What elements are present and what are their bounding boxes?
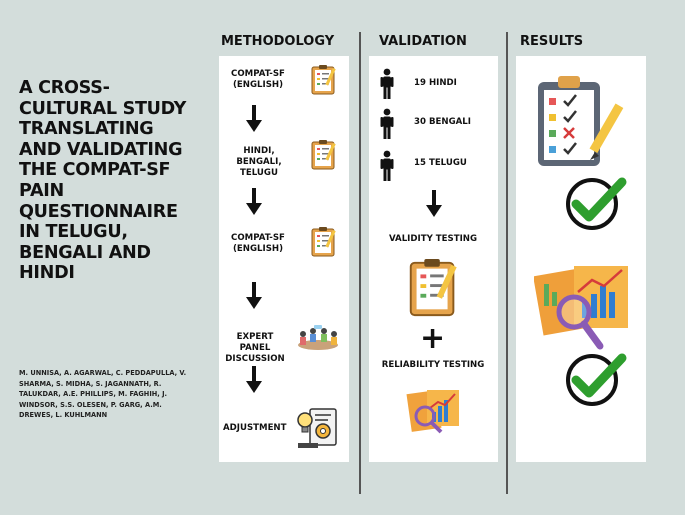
reliability-testing-label: RELIABILITY TESTING [381,360,485,370]
step-compat-english: COMPAT-SF (ENGLISH) [231,69,285,90]
down-arrow-icon [246,366,262,394]
validity-testing-label: VALIDITY TESTING [388,234,478,244]
column-divider [506,32,508,494]
checklist-clipboard-icon [404,257,464,319]
checklist-clipboard-icon [532,74,632,178]
expert-meeting-icon [295,325,341,355]
person-icon [380,68,395,100]
down-arrow-icon [246,188,262,216]
person-icon [380,150,395,182]
clipboard-icon [311,226,337,258]
down-arrow-icon [246,282,262,310]
green-check-icon [562,174,630,230]
data-analysis-icon [405,388,465,436]
column-divider [359,32,361,494]
adjustment-gear-icon [296,405,338,451]
hindi-participants: 19 HINDI [414,78,457,88]
results-heading: RESULTS [520,34,584,49]
validation-heading: VALIDATION [379,34,467,49]
poster-title: A CROSS-CULTURAL STUDY TRANSLATING AND VALIDATING THE COMPAT-SF PAIN QUESTIONNAIRE IN TELUGU, BENGALI AND HINDI [19,78,187,284]
clipboard-icon [311,139,337,171]
down-arrow-icon [426,190,442,218]
methodology-heading: METHODOLOGY [221,34,335,49]
plus-sign: + [420,321,446,356]
telugu-participants: 15 TELUGU [414,158,467,168]
step-translation-languages: HINDI, BENGALI, TELUGU [236,146,282,178]
step-expert-panel: EXPERT PANEL DISCUSSION [225,332,285,364]
bengali-participants: 30 BENGALI [414,117,471,127]
clipboard-icon [311,64,337,96]
step-back-translation: COMPAT-SF (ENGLISH) [231,233,285,254]
data-analysis-icon [534,262,634,362]
author-list: M. UNNISA, A. AGARWAL, C. PEDDAPULLA, V. SHARMA, S. MIDHA, S. JAGANNATH, R. TALUKDAR, A.E. PHILLIPS, M. FAGHIH, J. WINDSOR, S.S. OLESEN, P. GARG, A.M. DREWES, L. KUHLMANN [19,369,187,420]
person-icon [380,108,395,140]
methodology-panel [219,56,349,462]
green-check-icon [562,350,630,406]
step-adjustment: ADJUSTMENT [223,423,287,433]
down-arrow-icon [246,105,262,133]
